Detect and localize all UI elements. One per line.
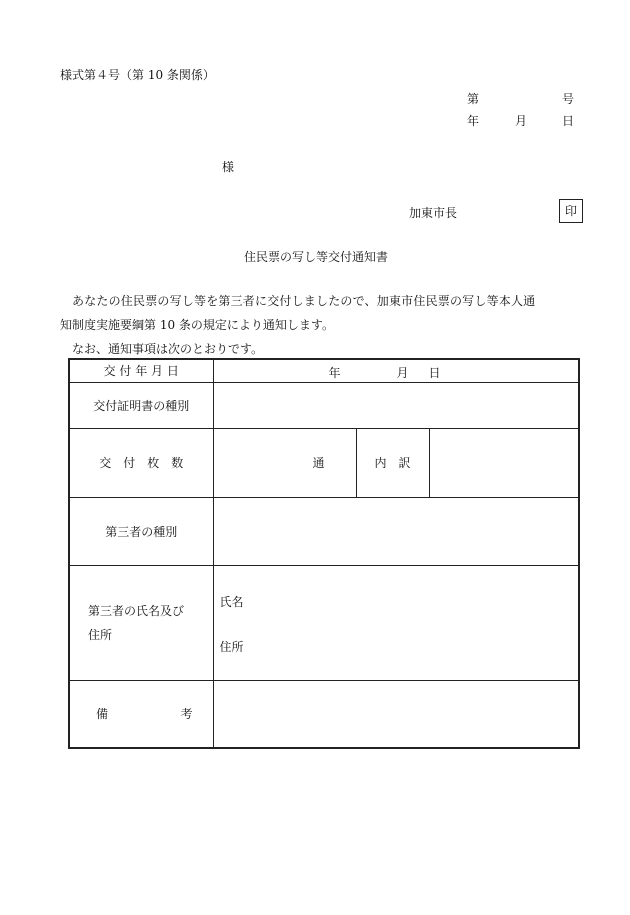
row-remarks: [69, 680, 579, 748]
body-line-3: [60, 340, 263, 357]
issuer-title: 加東市長: [409, 206, 458, 220]
third-party-address-label: 住所: [219, 639, 244, 654]
issue-day-label: 日: [428, 366, 441, 380]
issue-count-inner: [214, 429, 579, 497]
row-issue-count: [69, 428, 579, 497]
label-name-address-line1: 第三者の氏名及び: [88, 603, 185, 618]
row-issue-date: [69, 359, 579, 382]
body-line-1-text: あなたの住民票の写し等を第三者に交付しましたので、加東市住民票の写し等本人通: [72, 294, 536, 308]
document-title: 住民票の写し等交付通知書: [244, 250, 389, 264]
seal-stamp-box: 印: [559, 199, 583, 223]
number-suffix: 号: [562, 92, 575, 106]
form-reference: 様式第４号（第 10 条関係）: [60, 68, 215, 82]
label-third-party-type: 第三者の種別: [69, 497, 213, 565]
row-third-party-name-address: [69, 565, 579, 680]
body-line-2: 知制度実施要綱第 10 条の規定により通知します。: [60, 318, 334, 332]
notification-table: [68, 358, 580, 749]
count-unit: 通: [214, 429, 357, 497]
label-issue-date: 交 付 年 月 日: [69, 359, 213, 382]
issue-month-label: 月: [396, 366, 409, 380]
remarks-char-2: 考: [180, 707, 193, 722]
value-third-party-type[interactable]: [213, 497, 579, 565]
issue-year-label: 年: [328, 366, 341, 380]
body-line-3-text: なお、通知事項は次のとおりです。: [72, 342, 264, 356]
row-third-party-type: [69, 497, 579, 565]
number-prefix: 第: [467, 92, 480, 106]
header-year: 年: [467, 114, 480, 128]
value-third-party-name-address: [213, 565, 579, 680]
header-day: 日: [562, 114, 575, 128]
label-certificate-type: 交付証明書の種別: [69, 382, 213, 428]
label-remarks: [69, 680, 213, 748]
third-party-name-label: 氏名: [219, 594, 244, 609]
label-name-address-line2: 住所: [88, 627, 113, 642]
value-issue-count: [213, 428, 579, 497]
value-remarks[interactable]: [213, 680, 579, 748]
breakdown-label: 内 訳: [356, 429, 429, 497]
row-certificate-type: [69, 382, 579, 428]
value-issue-date: [213, 359, 579, 382]
remarks-char-1: 備: [96, 707, 109, 722]
value-certificate-type[interactable]: [213, 382, 579, 428]
body-line-1: [60, 292, 535, 309]
addressee-suffix: 様: [222, 160, 235, 174]
label-issue-count: 交 付 枚 数: [69, 428, 213, 497]
header-month: 月: [515, 114, 528, 128]
label-third-party-name-address: [69, 565, 213, 680]
breakdown-value[interactable]: [429, 429, 578, 497]
